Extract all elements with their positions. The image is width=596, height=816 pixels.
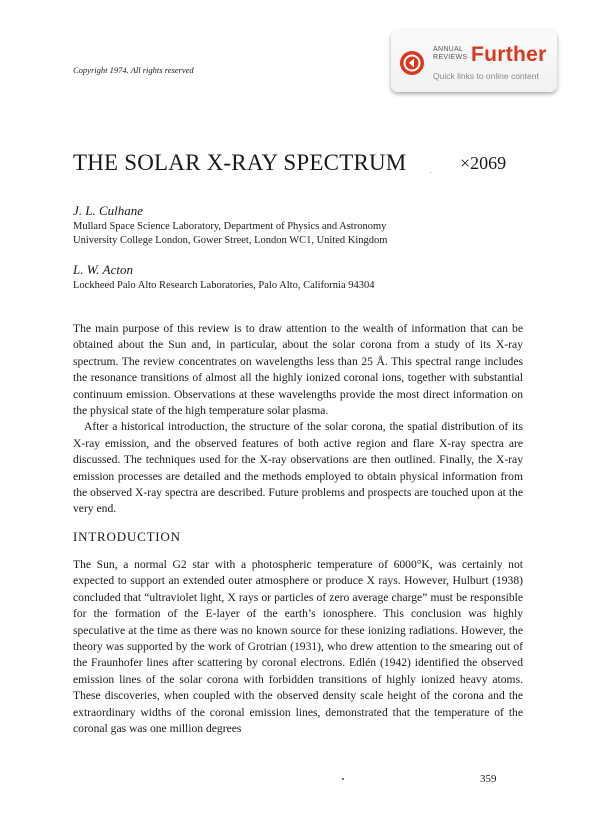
annual-reviews-further-link[interactable] xyxy=(391,30,557,92)
article-code: ×2069 xyxy=(460,153,507,173)
body-paragraph: The Sun, a normal G2 star with a photospheric temperature of 6000°K, was certainly not expected to support an extended outer atmosphere or produce X rays. However, Hulburt (1938) concluded that “ultraviolet light, X rays or particles of zero average charge” must be responsible for the formation of the E-layer of the earth’s ionosphere. This conclusion was highly speculative at the time as there was no known source for these ionizing radiations. However, the theory was supported by the work of Grotrian (1931), who drew attention to the smearing out of the Fraunhofer lines after scattering by coronal electrons. Edlén (1942) identified the observed emission lines of the solar corona with forbidden transitions of highly ionized heavy atoms. These discoveries, when coupled with the observed density scale height of the corona and the extraordinary widths of the coronal emission lines, demonstrated that the temperature of the coronal gas was one million degrees xyxy=(73,558,523,736)
annual-reviews-label: ANNUAL REVIEWS xyxy=(433,46,468,61)
further-label: Further xyxy=(471,43,547,66)
scan-speck xyxy=(342,778,344,780)
annual-reviews-logo-icon xyxy=(400,51,424,75)
author-affiliation: Mullard Space Science Laboratory, Department of Physics and Astronomy xyxy=(73,221,387,232)
author-name: J. L. Culhane xyxy=(73,203,144,218)
author-affiliation: University College London, Gower Street, London WC1, United Kingdom xyxy=(73,235,388,246)
page-number: 359 xyxy=(480,773,497,785)
author-name: L. W. Acton xyxy=(73,262,133,277)
abstract-paragraph: The main purpose of this review is to draw attention to the wealth of information that can be obtained about the Sun and, in particular, about the solar corona from a study of its X-ray spectrum. The review concentrates on wavelengths less than 25 Å. This spectral range includes the resonance transitions of almost all the highly ionized coronal ions, together with substantial continuum emission. Observations at these wavelengths provide the most direct information on the physical state of the high temperature solar plasma. xyxy=(73,322,523,418)
author-affiliation: Lockheed Palo Alto Research Laboratories, Palo Alto, California 94304 xyxy=(73,280,375,291)
abstract-paragraph: After a historical introduction, the structure of the solar corona, the spatial distribution of its X-ray emission, and the observed features of both active region and flare X-ray spectra are discussed. The techniques used for the X-ray observations are then outlined. Finally, the X-ray emission processes are detailed and the methods employed to obtain physical information from the observed X-ray spectra are described. Future problems and prospects are touched upon at the very end. xyxy=(73,420,523,516)
abstract xyxy=(73,321,523,518)
further-tagline: Quick links to online content xyxy=(433,71,539,81)
article-title: THE SOLAR X-RAY SPECTRUM xyxy=(73,150,407,175)
section-heading: INTRODUCTION xyxy=(73,529,181,544)
copyright-notice: Copyright 1974. All rights reserved xyxy=(73,65,194,75)
introduction-text xyxy=(73,557,523,737)
scan-speck xyxy=(430,172,431,173)
